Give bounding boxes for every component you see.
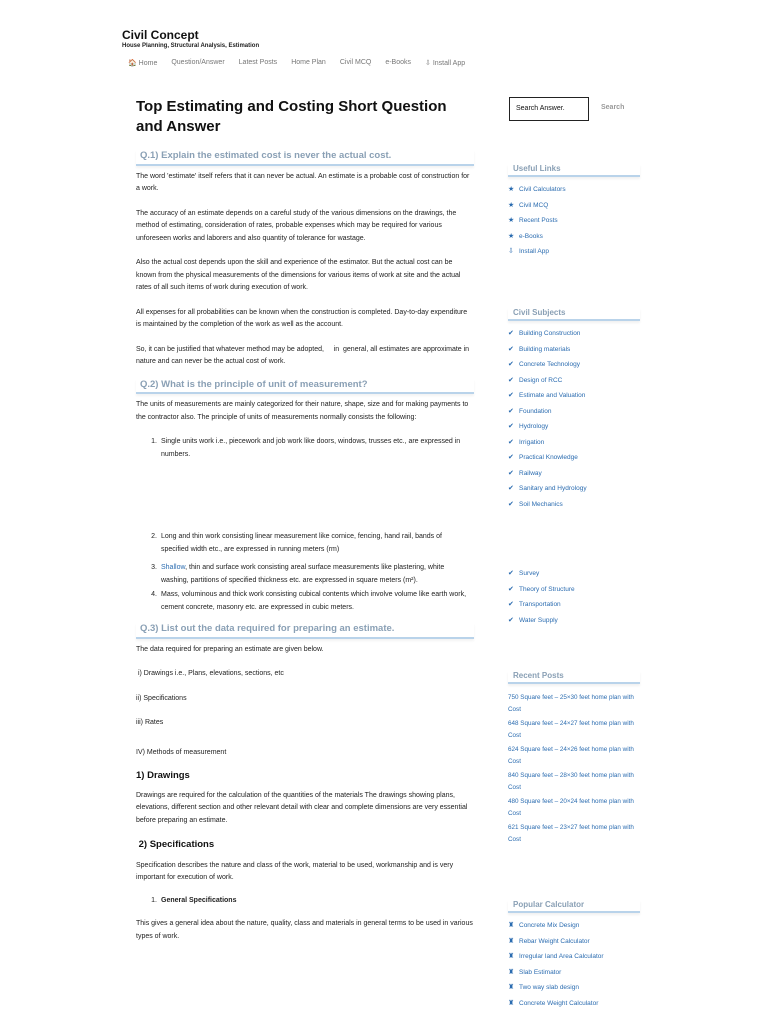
- subject-link[interactable]: ✔ Building Construction: [508, 330, 581, 337]
- list-item: Mass, voluminous and thick work consisting cubical contents which involve volume like earth work, cement concrete, masonry etc. are expressed in cubic meters.: [161, 591, 467, 611]
- subject-link[interactable]: ✔ Soil Mechanics: [508, 500, 563, 508]
- download-icon: ⇩: [508, 248, 514, 255]
- check-icon: ✔: [508, 330, 514, 337]
- page-title: Top Estimating and Costing Short Question and Answer: [136, 98, 447, 135]
- check-icon: ✔: [508, 361, 514, 368]
- paragraph: The units of measurements are mainly categorized for their nature, shape, size and for making payments to the contractor also. The principle of units of measurements normally consists the following:: [136, 401, 469, 421]
- award-icon: ♜: [508, 953, 515, 960]
- check-icon: ✔: [508, 616, 514, 624]
- paragraph: The accuracy of an estimate depends on a careful study of the various dimensions on the drawings, the method of estimating, consideration of rates, probable expenses which may be required for various unforeseen works and laborers and also quantity of tolerance for wastage.: [136, 209, 457, 242]
- star-icon: ★: [508, 201, 515, 209]
- search-button[interactable]: Search: [601, 104, 625, 111]
- subject-link[interactable]: ✔ Theory of Structure: [508, 585, 575, 593]
- recent-post-link[interactable]: 648 Square feet – 24×27 feet home plan with Cost: [508, 720, 634, 739]
- specifications-heading: 2) Specifications: [136, 839, 215, 850]
- nav-home-plan[interactable]: Home Plan: [291, 59, 326, 66]
- paragraph: i) Drawings i.e., Plans, elevations, sections, etc: [136, 670, 284, 677]
- subject-link[interactable]: ✔ Design of RCC: [508, 376, 563, 384]
- subject-link[interactable]: ✔ Transportation: [508, 601, 561, 608]
- widget-title: Useful Links: [508, 164, 640, 177]
- award-icon: ♜: [508, 937, 515, 945]
- subject-link[interactable]: ✔ Water Supply: [508, 616, 558, 624]
- subject-link[interactable]: ✔ Irrigation: [508, 438, 545, 446]
- calculator-link[interactable]: ♜ Two way slab design: [508, 984, 579, 991]
- recent-post-link[interactable]: 621 Square feet – 23×27 feet home plan with Cost: [508, 824, 634, 843]
- subject-link[interactable]: ✔ Sanitary and Hydrology: [508, 485, 587, 492]
- paragraph: So, it can be justified that whatever method may be adopted, in general, all estimates are approximate in nature and can never be the actual cost of work.: [136, 345, 472, 365]
- search-input[interactable]: Search Answer.: [509, 97, 589, 121]
- question-1-heading: Q.1) Explain the estimated cost is never the actual cost.: [136, 150, 474, 166]
- subject-link[interactable]: ✔ Railway: [508, 469, 542, 477]
- paragraph: IV) Methods of measurement: [136, 748, 227, 756]
- paragraph: The word 'estimate' itself refers that it can never be actual. An estimate is a probable cost of construction for a work.: [136, 172, 470, 192]
- nav-civil-mcq[interactable]: Civil MCQ: [339, 59, 372, 66]
- nav-question-answer[interactable]: Question/Answer: [171, 59, 225, 66]
- general-spec-heading: General Specifications: [161, 896, 237, 904]
- subject-link[interactable]: ✔ Foundation: [508, 407, 552, 415]
- nav-ebooks[interactable]: e-Books: [385, 59, 412, 66]
- nav-latest-posts[interactable]: Latest Posts: [238, 59, 278, 66]
- widget-title: Recent Posts: [508, 671, 640, 684]
- calculator-link[interactable]: ♜ Rebar Weight Calculator: [508, 937, 590, 945]
- article-body: Q.1) Explain the estimated cost is never the actual cost. The word 'estimate' itself refers that it can never be actual. An estimate is a probable cost of construction for a work. The accuracy of an estimate depends on a careful study of the various dimensions on the drawings, the method of estimating, consideration of rates, probable expenses which may be required for various unforeseen works and laborers and also quantity of tolerance for wastage. Also the actual cost depends upon the skill and experience of the estimator. But the actual cost can be known from the physical measurements of the dimensions for various items of work at site and the actual rates of all such items of work during execution of work. All expenses for all probabilities can be known when the construction is completed. Day-to-day expenditure is maintained by the completion of the work as well as the account. So, it can be justified that whatever method may be adopted, in general, all estimates are approximate in nature and can never be the actual cost of work. Q.2) What is the principle of unit of measurement? The units of measurements are mainly categorized for their nature, shape, size and for making payments to the contractor also. The principle of units of measurements normally consists the following: 1. Single units work i.e., piecework and job work like doors, windows, trusses etc., are expressed in numbers. 2. Long and thin work consisting linear measurement like cornice, fencing, hand rail, bands of specified width etc., are expressed in running meters (rm) 3. Shallow, thin and surface work consisting areal surface measurements like plastering, white washing, partitions of specified thickness etc. are expressed in square meters (m²). 4. Mass, voluminous and thick work consisting cubical contents which involve volume like earth work, cement concrete, masonry etc. are expressed in cubic meters. Q.3) List out the data required for preparing an estimate. The data required for preparing an estimate are given below. i) Drawings i.e., Plans, elevations, sections, etc ii) Specifications iii) Rates IV) Methods of measurement 1) Drawings Drawings are required for the calculation of the quantities of the materials The drawings showing plans, elevations, different section and other relevant detail with clear and complete dimensions are very essential before preparing an estimate. 2) Specifications Specification describes the nature and class of the work, material to be used, workmanship and is very important for execution of work. 1. General Specifications This gives a general idea about the nature, quality, class and materials in general terms to be used in various types of work.: [136, 150, 474, 943]
- recent-posts-widget: [508, 671, 640, 848]
- shallow-link[interactable]: Shallow: [161, 564, 186, 571]
- check-icon: ✔: [508, 454, 514, 461]
- recent-post-link[interactable]: 480 Square feet – 20×24 feet home plan with Cost: [508, 798, 634, 817]
- site-title[interactable]: Civil Concept: [122, 28, 199, 42]
- check-icon: ✔: [508, 500, 514, 508]
- popular-calculator-widget: [508, 900, 640, 1008]
- star-icon: ★: [508, 186, 515, 193]
- subject-link[interactable]: ✔ Hydrology: [508, 423, 549, 430]
- link-civil-mcq[interactable]: ★ Civil MCQ: [508, 201, 549, 209]
- paragraph: Drawings are required for the calculation of the quantities of the materials The drawings showing plans, elevations, different section and other relevant detail with clear and complete dimensions are very essential before preparing an estimate.: [136, 791, 468, 824]
- subject-list: [508, 329, 640, 509]
- check-icon: ✔: [508, 345, 514, 353]
- check-icon: ✔: [508, 407, 514, 415]
- calculator-link[interactable]: ♜ Irregular land Area Calculator: [508, 953, 604, 960]
- check-icon: ✔: [508, 570, 514, 577]
- link-ebooks[interactable]: ★ e-Books: [508, 232, 543, 240]
- star-icon: ★: [508, 232, 515, 240]
- nav-home[interactable]: 🏠 Home: [128, 60, 158, 67]
- recent-post-link[interactable]: 624 Square feet – 24×26 feet home plan with Cost: [508, 746, 634, 765]
- paragraph: iii) Rates: [136, 719, 164, 726]
- check-icon: ✔: [508, 469, 514, 477]
- award-icon: ♜: [508, 968, 515, 976]
- check-icon: ✔: [508, 392, 514, 399]
- subject-link[interactable]: ✔ Practical Knowledge: [508, 454, 578, 461]
- subject-link[interactable]: ✔ Concrete Technology: [508, 361, 580, 368]
- subject-link[interactable]: ✔ Estimate and Valuation: [508, 392, 586, 399]
- check-icon: ✔: [508, 601, 514, 608]
- question-2-heading: Q.2) What is the principle of unit of measurement?: [136, 379, 474, 395]
- star-icon: ★: [508, 217, 515, 224]
- ad-space: [136, 463, 474, 531]
- paragraph: Also the actual cost depends upon the skill and experience of the estimator. But the actual cost can be known from the physical measurements of the dimensions for various items of work at site and the actual rates of all such items of work during execution of work.: [136, 259, 461, 291]
- link-civil-calculators[interactable]: ★ Civil Calculators: [508, 186, 566, 193]
- question-3-heading: Q.3) List out the data required for preparing an estimate.: [136, 623, 474, 639]
- check-icon: ✔: [508, 485, 514, 492]
- paragraph: Specification describes the nature and class of the work, material to be used, workmanship and is very important for execution of work.: [136, 861, 454, 881]
- list-item: , thin and surface work consisting areal surface measurements like plastering, white washing, partitions of specified thickness etc. are expressed in square meters (m²).: [161, 564, 445, 584]
- recent-post-link[interactable]: 750 Square feet – 25×30 feet home plan with Cost: [508, 694, 634, 713]
- check-icon: ✔: [508, 376, 514, 384]
- useful-links-widget: [508, 164, 640, 256]
- link-install-app[interactable]: ⇩ Install App: [508, 248, 549, 255]
- calculator-link[interactable]: ♜ Concrete Weight Calculator: [508, 999, 599, 1007]
- site-tagline: House Planning, Structural Analysis, Estimation: [122, 43, 260, 49]
- paragraph: All expenses for all probabilities can be known when the construction is completed. Day-to-day expenditure is maintained by the completion of the work as well as the account.: [136, 308, 468, 328]
- check-icon: ✔: [508, 438, 514, 446]
- calculator-link[interactable]: ♜ Concrete Mix Design: [508, 922, 580, 929]
- list-item: Long and thin work consisting linear measurement like cornice, fencing, hand rail, bands of specified width etc., are expressed in running meters (rm): [161, 533, 442, 553]
- subject-link[interactable]: ✔ Building materials: [508, 345, 571, 353]
- paragraph: This gives a general idea about the nature, quality, class and materials in general terms to be used in various types of work.: [136, 920, 473, 940]
- subject-link[interactable]: ✔ Survey: [508, 570, 540, 577]
- award-icon: ♜: [508, 922, 515, 929]
- paragraph: ii) Specifications: [136, 694, 187, 702]
- award-icon: ♜: [508, 984, 515, 991]
- check-icon: ✔: [508, 585, 514, 593]
- widget-title: Popular Calculator: [508, 900, 640, 913]
- civil-subjects-widget: [508, 308, 640, 509]
- calculator-link[interactable]: ♜ Slab Estimator: [508, 968, 562, 976]
- widget-title: Civil Subjects: [508, 308, 640, 321]
- recent-post-link[interactable]: 840 Square feet – 28×30 feet home plan with Cost: [508, 772, 634, 791]
- drawings-heading: 1) Drawings: [136, 770, 190, 781]
- main-nav: [128, 59, 465, 67]
- paragraph: The data required for preparing an estimate are given below.: [136, 645, 324, 653]
- award-icon: ♜: [508, 999, 515, 1007]
- list-item: Single units work i.e., piecework and job work like doors, windows, trusses etc., are expressed in numbers.: [161, 438, 461, 458]
- civil-subjects-continued: [508, 569, 640, 625]
- link-recent-posts[interactable]: ★ Recent Posts: [508, 217, 558, 224]
- nav-install-app[interactable]: ⇩ Install App: [425, 60, 466, 67]
- check-icon: ✔: [508, 423, 514, 430]
